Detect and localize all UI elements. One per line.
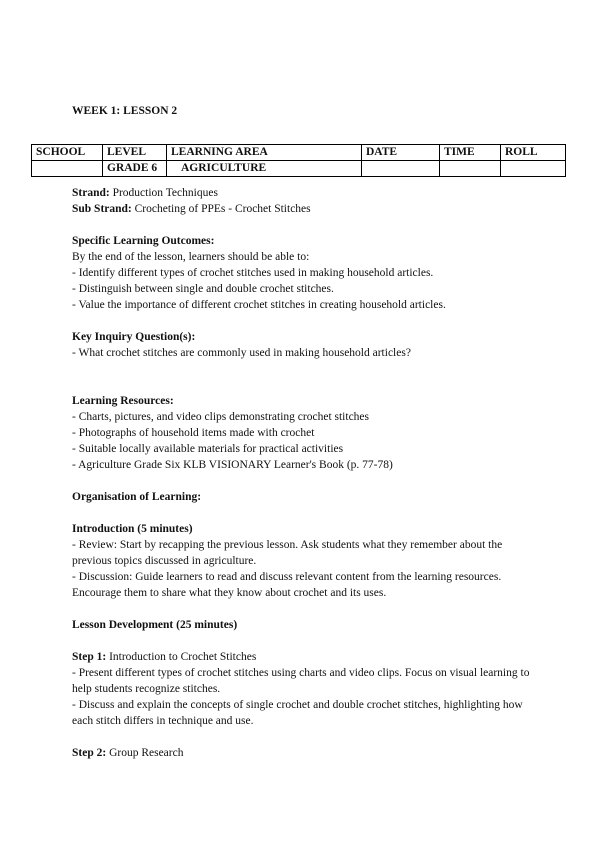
cell-level: GRADE 6 — [103, 161, 167, 177]
list-item: - Discuss and explain the concepts of single crochet and double crochet stitches, highlighting how each stitch differs in technique and use. — [72, 699, 523, 727]
table-header-row — [32, 145, 566, 161]
sub-strand-label: Sub Strand: — [72, 203, 132, 215]
list-item: - Suitable locally available materials for practical activities — [72, 443, 344, 455]
strand-value: Production Techniques — [112, 187, 218, 199]
list-item: - Discussion: Guide learners to read and discuss relevant content from the learning resources. Encourage them to share what they know about crochet and its uses. — [72, 571, 502, 599]
resources-heading: Learning Resources: — [72, 395, 174, 407]
sub-strand-value: Crocheting of PPEs - Crochet Stitches — [134, 203, 311, 215]
cell-roll — [501, 161, 566, 177]
list-item: - Identify different types of crochet stitches used in making household articles. — [72, 267, 434, 279]
lesson-info-table — [31, 144, 566, 177]
cell-learning-area: AGRICULTURE — [167, 161, 362, 177]
outcomes-heading: Specific Learning Outcomes: — [72, 235, 215, 247]
strand-label: Strand: — [72, 187, 110, 199]
list-item: - Distinguish between single and double crochet stitches. — [72, 283, 334, 295]
cell-time — [440, 161, 501, 177]
step2-line — [72, 745, 532, 761]
header-date: DATE — [362, 145, 440, 161]
header-level: LEVEL — [103, 145, 167, 161]
step1-title: Introduction to Crochet Stitches — [109, 651, 257, 663]
table-row — [32, 161, 566, 177]
list-item: - Photographs of household items made with crochet — [72, 427, 315, 439]
list-item: - Review: Start by recapping the previous lesson. Ask students what they remember about the previous topics discussed in agriculture. — [72, 539, 503, 567]
step2-title: Group Research — [109, 747, 184, 759]
outcomes-intro: By the end of the lesson, learners should be able to: — [72, 251, 310, 263]
header-school: SCHOOL — [32, 145, 103, 161]
list-item: - What crochet stitches are commonly used in making household articles? — [72, 347, 411, 359]
header-roll: ROLL — [501, 145, 566, 161]
step1-label: Step 1: — [72, 651, 107, 663]
cell-date — [362, 161, 440, 177]
cell-school — [32, 161, 103, 177]
step2-label: Step 2: — [72, 747, 107, 759]
list-item: - Charts, pictures, and video clips demonstrating crochet stitches — [72, 411, 370, 423]
strand-line — [72, 185, 532, 201]
step1-line — [72, 649, 532, 665]
organisation-heading: Organisation of Learning: — [72, 491, 202, 503]
header-time: TIME — [440, 145, 501, 161]
list-item: - Agriculture Grade Six KLB VISIONARY Learner's Book (p. 77-78) — [72, 459, 393, 471]
week-lesson-title: WEEK 1: LESSON 2 — [72, 105, 178, 117]
header-learning-area: LEARNING AREA — [167, 145, 362, 161]
list-item: - Value the importance of different crochet stitches in creating household articles. — [72, 299, 446, 311]
development-heading: Lesson Development (25 minutes) — [72, 619, 238, 631]
sub-strand-line — [72, 201, 532, 217]
introduction-heading: Introduction (5 minutes) — [72, 523, 193, 535]
inquiry-heading: Key Inquiry Question(s): — [72, 331, 196, 343]
lesson-content — [72, 185, 532, 761]
list-item: - Present different types of crochet stitches using charts and video clips. Focus on visual learning to help students recognize stitches. — [72, 667, 530, 695]
